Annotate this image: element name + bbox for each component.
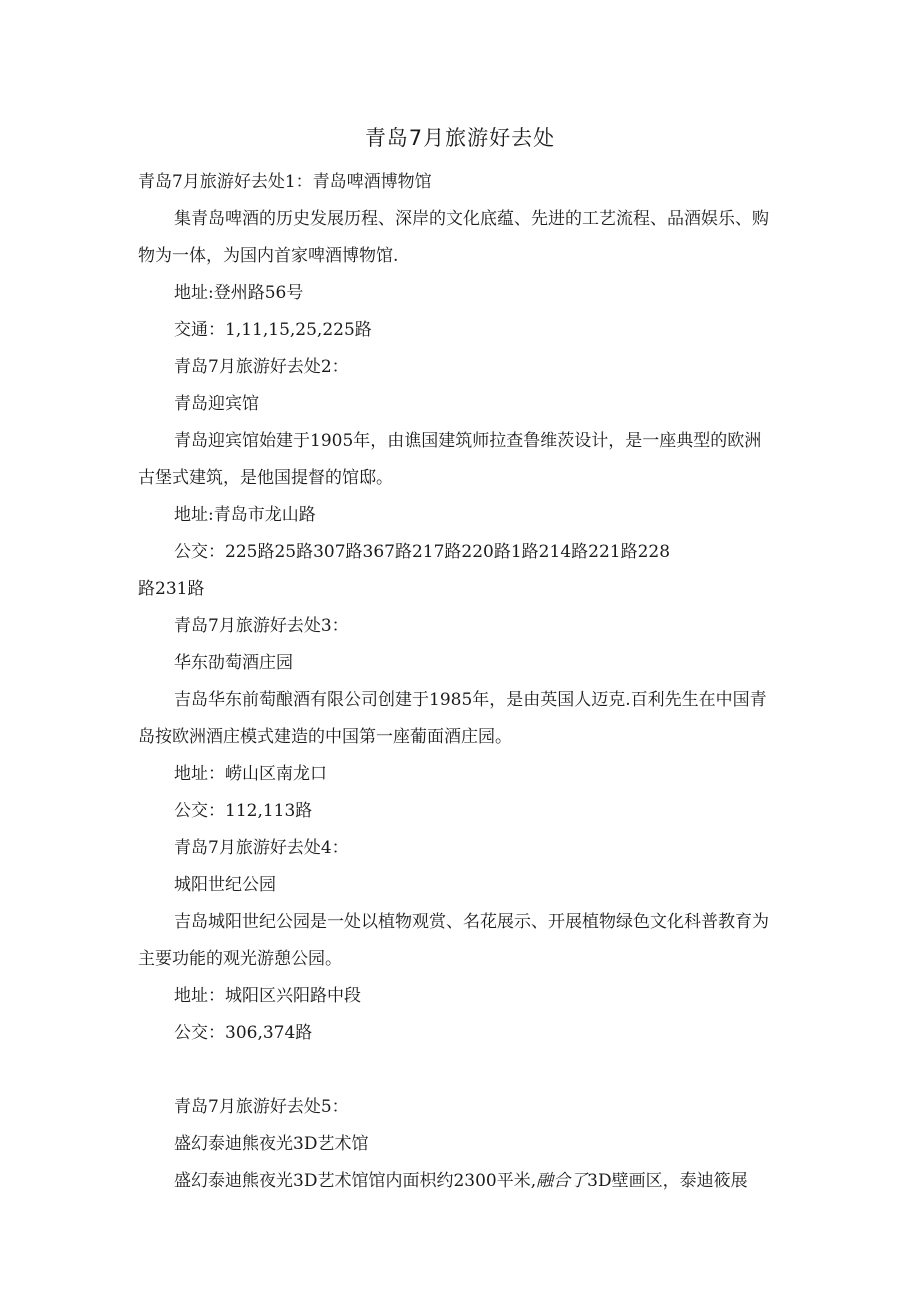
section-1-heading: 青岛7月旅游好去处1：青岛啤酒博物馆 xyxy=(138,172,432,192)
section-2-bus-line-1: 公交：225路25路307路367路217路220路1路214路221路228 xyxy=(174,542,671,562)
section-5-description-part-2: 3D壁画区，泰迪筱展 xyxy=(587,1171,748,1191)
section-5-heading: 青岛7月旅游好去处5： xyxy=(174,1097,349,1117)
section-2-address: 地址:青岛市龙山路 xyxy=(174,505,316,525)
section-4-bus: 公交：306,374路 xyxy=(174,1023,313,1043)
section-3-address: 地址：崂山区南龙口 xyxy=(174,764,327,784)
section-5-description-part-1: 盛幻泰迪熊夜光3D艺术馆馆内面枳约2300平米, xyxy=(174,1171,537,1191)
section-3-bus: 公交：112,113路 xyxy=(174,801,313,821)
paragraph-gap xyxy=(138,1052,778,1089)
section-2-description: 青岛迎宾馆始建于1905年，由谯国建筑师拉查鲁维茨设计，是一座典型的欧洲古堡式建筑，是他国提督的馆邸。 xyxy=(138,431,762,488)
section-5-description-italic: 融合了 xyxy=(536,1171,588,1191)
section-3-description: 吉岛华东前萄酿酒有限公司创建于1985年，是由英国人迈克.百利先生在中国青岛按欧洲酒庄模式建造的中国第一座葡面酒庄园。 xyxy=(138,690,767,747)
section-3-name: 华东劭萄酒庄园 xyxy=(174,653,293,673)
section-4-description: 吉岛城阳世纪公园是一处以植物观赏、名花展示、开展植物绿色文化科普教育为主要功能的观光游憩公园。 xyxy=(138,912,769,969)
section-2-bus-line-2: 路231路 xyxy=(138,579,205,599)
section-5-name: 盛幻泰迪熊夜光3D艺术馆 xyxy=(174,1134,369,1154)
section-1-description: 集青岛啤酒的历史发展历程、深岸的文化底蕴、先进的工艺流程、品酒娱乐、购物为一体，为国内首家啤酒博物馆. xyxy=(138,209,769,266)
section-2-name: 青岛迎宾馆 xyxy=(174,394,259,414)
document-title: 青岛7月旅游好去处 xyxy=(364,126,556,150)
section-4-name: 城阳世纪公园 xyxy=(174,875,276,895)
section-4-address: 地址：城阳区兴阳路中段 xyxy=(174,986,361,1006)
section-5-description xyxy=(138,1163,778,1200)
section-1-transport: 交通：1,11,15,25,225路 xyxy=(174,320,372,340)
document-body xyxy=(138,164,778,1200)
section-1-address: 地址:登州路56号 xyxy=(174,283,304,303)
section-3-heading: 青岛7月旅游好去处3： xyxy=(174,616,349,636)
section-4-heading: 青岛7月旅游好去处4： xyxy=(174,838,349,858)
section-2-heading: 青岛7月旅游好去处2： xyxy=(174,357,349,377)
